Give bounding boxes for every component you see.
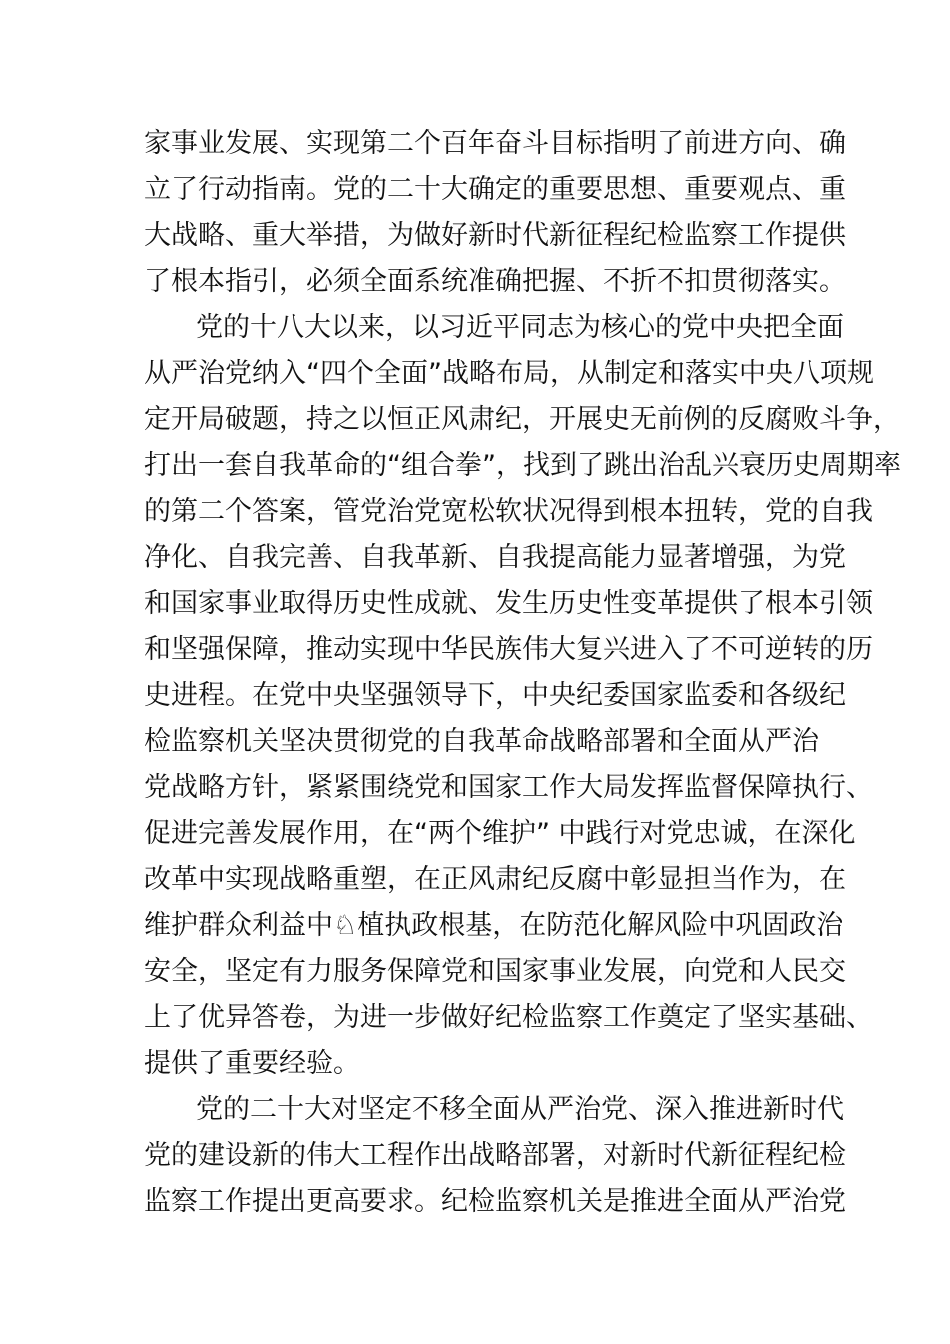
text-line: 和国家事业取得历史性成就、发生历史性变革提供了根本引领 bbox=[144, 588, 873, 619]
text-line: 史进程。在党中央坚强领导下，中央纪委国家监委和各级纪 bbox=[144, 680, 846, 711]
text-line: 家事业发展、实现第二个百年奋斗目标指明了前进方向、确 bbox=[144, 128, 846, 159]
paragraph-start-line: 党的二十大对坚定不移全面从严治党、深入推进新时代 bbox=[196, 1094, 844, 1125]
text-line: 提供了重要经验。 bbox=[144, 1048, 360, 1079]
text-line: 安全，坚定有力服务保障党和国家事业发展，向党和人民交 bbox=[144, 956, 846, 987]
text-line: 维护群众利益中♘植执政根基，在防范化解风险中巩固政治 bbox=[144, 910, 844, 941]
text-line: 的第二个答案，管党治党宽松软状况得到根本扭转，党的自我 bbox=[144, 496, 873, 527]
text-line: 打出一套自我革命的“组合拳”，找到了跳出治乱兴衰历史周期率 bbox=[144, 450, 901, 481]
text-line: 了根本指引，必须全面系统准确把握、不折不扣贯彻落实。 bbox=[144, 266, 846, 297]
text-line: 从严治党纳入“四个全面”战略布局，从制定和落实中央八项规 bbox=[144, 358, 874, 389]
text-line: 定开局破题，持之以恒正风肃纪，开展史无前例的反腐败斗争， bbox=[144, 404, 900, 435]
text-line: 促进完善发展作用，在“两个维护” 中践行对党忠诚，在深化 bbox=[144, 818, 856, 849]
text-line: 检监察机关坚决贯彻党的自我革命战略部署和全面从严治 bbox=[144, 726, 819, 757]
text-line: 大战略、重大举措，为做好新时代新征程纪检监察工作提供 bbox=[144, 220, 846, 251]
text-line: 立了行动指南。党的二十大确定的重要思想、重要观点、重 bbox=[144, 174, 846, 205]
text-line: 监察工作提出更高要求。纪检监察机关是推进全面从严治党 bbox=[144, 1186, 846, 1217]
text-line: 党战略方针，紧紧围绕党和国家工作大局发挥监督保障执行、 bbox=[144, 772, 873, 803]
text-line: 改革中实现战略重塑，在正风肃纪反腐中彰显担当作为，在 bbox=[144, 864, 846, 895]
text-line: 和坚强保障，推动实现中华民族伟大复兴进入了不可逆转的历 bbox=[144, 634, 873, 665]
text-line: 净化、自我完善、自我革新、自我提高能力显著增强，为党 bbox=[144, 542, 846, 573]
text-line: 上了优异答卷，为进一步做好纪检监察工作奠定了坚实基础、 bbox=[144, 1002, 873, 1033]
text-line: 党的建设新的伟大工程作出战略部署，对新时代新征程纪检 bbox=[144, 1140, 846, 1171]
paragraph-start-line: 党的十八大以来，以习近平同志为核心的党中央把全面 bbox=[196, 312, 844, 343]
